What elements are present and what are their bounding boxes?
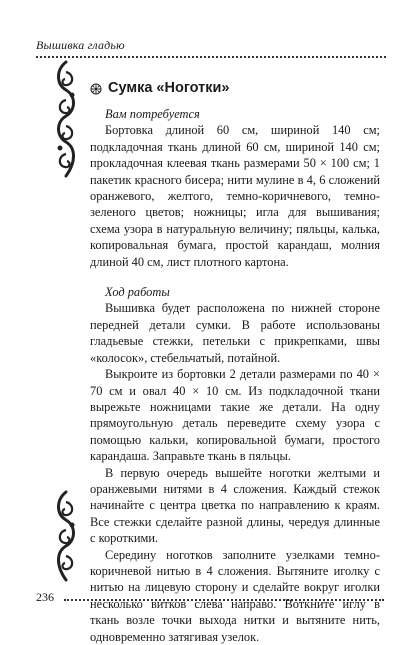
swirl-ornament-icon	[52, 490, 80, 582]
procedure-paragraph: В первую очередь вышейте ноготки желтыми и оранжевыми нитями в 4 сложения. Каждый стежок начинайте с центра цветка по направлению к краям. Все стежки сделайте разной длины, чередуя длинные с короткими.	[90, 465, 380, 546]
swirl-ornament-icon	[52, 60, 80, 178]
spacer	[90, 270, 380, 284]
procedure-paragraph: Вышивка будет расположена по нижней стороне передней детали сумки. В работе использованы гладьевые стежки, петельки с прикрепками, швы «колосок», стебельчатый, потайной.	[90, 301, 380, 365]
header-dotted-rule	[36, 56, 386, 58]
running-head: Вышивка гладью	[36, 38, 125, 52]
section-title-text: Сумка «Ноготки»	[108, 80, 230, 96]
footer-dotted-rule	[64, 599, 384, 601]
article-body	[90, 106, 380, 645]
flower-bullet-icon	[90, 82, 102, 94]
procedure-heading: Ход работы	[105, 285, 170, 300]
procedure-paragraph: Середину ноготков заполните узелками темно-коричневой нитью в 4 сложения. Вытяните иголку с нитью на лицевую сторону и сделайте вокруг иголки несколько витков слева направо. Воткните иглу в ткань возле точки выхода нитки и вытяните нить, одновременно затягивая узелок.	[90, 547, 380, 644]
section-title	[90, 80, 230, 96]
procedure-paragraph: Выкроите из бортовки 2 детали размерами по 40 × 70 см и овал 40 × 10 см. Из подкладочной ткани вырежьте ножницами такие же детали. На одну прямоугольную деталь переведите схему узора с помощью кальки, копировальной бумаги, простого карандаша. Заправьте ткань в пяльцы.	[90, 367, 380, 464]
materials-heading: Вам потребуется	[105, 107, 200, 121]
materials-text: Бортовка длиной 60 см, шириной 140 см; подкладочная ткань длиной 60 см, шириной 140 см; прокладочная клеевая ткань размерами 50 × 100 см; 1 пакетик красного бисера; нити мулине в 4, 6 сложений оранжевого, желтого, темно-коричневого, темно-зеленого цветов; ножницы; игла для вышивания; схема узора в натуральную величину; пяльцы, калька, копировальная бумага, простой карандаш, молния длиной 40 см, лист плотного картона.	[90, 123, 380, 269]
page-number: 236	[36, 590, 54, 604]
